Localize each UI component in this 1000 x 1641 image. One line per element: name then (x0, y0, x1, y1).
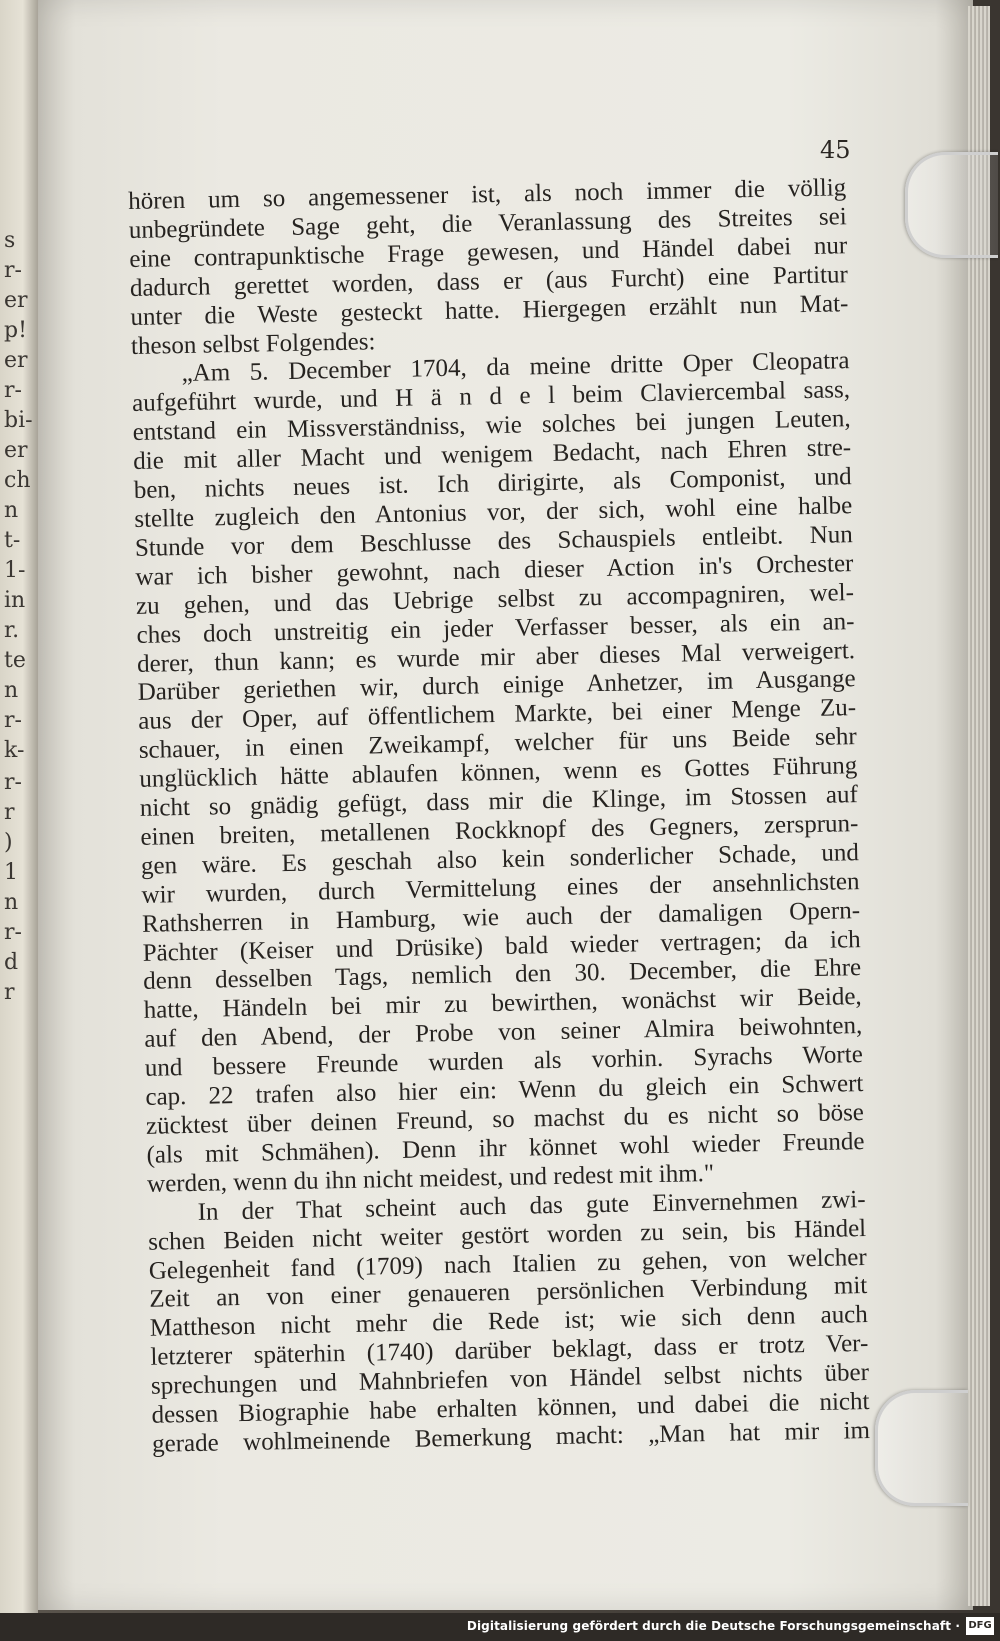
paragraph-start-line: In der That scheint auch das gute Einvernehmen zwi- (197, 1185, 866, 1226)
text-line: ches doch unstreitig ein jeder Verfasser besser, als ein an- (136, 607, 855, 649)
text-line: aus der Oper, auf öffentlichem Markte, bei einer Menge Zu- (137, 694, 857, 736)
text-line: ben, nichts neues ist. Ich dirigirte, als Componist, und (133, 463, 852, 505)
text-line: dessen Biographie habe erhalten können, und dabei die nicht (151, 1388, 870, 1429)
text-line: schauer, in einen Zweikampf, welcher für uns Beide sehr (138, 723, 857, 765)
text-line: war ich bisher gewohnt, nach dieser Action in's Orchester (135, 549, 854, 591)
text-line: (als mit Schmähen). Denn ihr könnet wohl wieder Freunde (146, 1127, 865, 1169)
text-line: hören um so angemessener ist, als noch immer die völlig (128, 174, 847, 215)
left-page-fragment: 1- (4, 558, 26, 583)
page-clip-top (905, 152, 998, 258)
text-line: Gelegenheit fand (1709) nach Italien zu gehen, von welcher (148, 1243, 867, 1285)
text-line: einen breiten, metallenen Rockknopf des Gegners, zersprun- (140, 810, 859, 851)
text-line: Zeit an von einer genaueren persönlichen Verbindung mit (149, 1272, 868, 1314)
left-page-fragment: r- (4, 770, 22, 795)
left-page-fragment: er (4, 438, 28, 463)
text-line: entstand ein Missverständniss, wie solches bei jungen Leuten, (132, 405, 851, 447)
text-line: schen Beiden nicht weiter gestört worden zu sein, bis Händel (147, 1214, 867, 1256)
text-line: Rathsherren in Hamburg, wie auch der damaligen Opern- (141, 896, 861, 938)
text-line: unglücklich hätte ablaufen können, wenn es Gottes Führung (139, 752, 858, 794)
left-page-fragment: n (4, 678, 19, 703)
text-line: und bessere Freunde wurden als vorhin. Syrachs Worte (144, 1041, 864, 1083)
text-line: denn desselben Tags, nemlich den 30. December, die Ehre (142, 954, 862, 996)
text-line: zu gehen, und das Uebrige selbst zu accompagniren, wel- (135, 578, 855, 620)
left-page-fragment: in (4, 588, 26, 613)
text-line: zücktest über deinen Freund, so machst du es nicht so böse (145, 1099, 865, 1140)
left-page-fragment: n (4, 498, 19, 523)
left-page-fragment: k- (4, 738, 25, 763)
text-line: gen wäre. Es geschah also kein sonderlicher Schade, und (140, 838, 860, 880)
left-page-fragment: ) (4, 830, 13, 855)
text-line: sprechungen und Mahnbriefen von Händel selbst nichts über (150, 1359, 870, 1400)
text-line: aufgeführt wurde, und H ä n d e l beim Claviercembal sass, (131, 376, 851, 418)
dfg-logo-icon: DFG (966, 1617, 994, 1635)
page-number: 45 (820, 136, 851, 164)
left-page-fragment: r- (4, 708, 22, 733)
digitization-footer (0, 1613, 1000, 1641)
text-line: gerade wohlmeinende Bemerkung macht: „Man hat mir im (151, 1416, 871, 1458)
funding-credit: Digitalisierung gefördert durch die Deutsche Forschungsgemeinschaft · (466, 1619, 960, 1633)
left-page-fragment: d (4, 950, 19, 975)
text-line: derer, thun kann; es wurde mir aber dieses Mal verweigert. (136, 636, 856, 678)
quote-start-line: „Am 5. December 1704, da meine dritte Oper Cleopatra (181, 347, 850, 388)
left-page-fragment: te (4, 648, 26, 673)
text-line: cap. 22 trafen also hier ein: Wenn du gleich ein Schwert (145, 1070, 864, 1111)
text-line: dadurch gerettet worden, dass er (aus Furcht) eine Partitur (129, 260, 849, 302)
text-line: Darüber geriethen wir, durch einige Anhetzer, im Ausgange (137, 665, 856, 707)
page-clip-bottom (875, 1390, 968, 1506)
text-line: nicht so gnädig gefügt, dass mir die Klinge, im Stossen auf (139, 781, 859, 822)
text-line: auf den Abend, der Probe von seiner Almira beiwohnten, (144, 1012, 863, 1054)
left-page-fragment: t- (4, 528, 21, 553)
text-line: unbegründete Sage geht, die Veranlassung des Streites sei (128, 203, 847, 244)
quote-end-line: werden, wenn du ihn nicht meidest, und redest mit ihm." (146, 1159, 715, 1198)
left-page-fragment: r- (4, 378, 22, 403)
body-text (128, 174, 870, 1459)
left-page-fragment: r- (4, 920, 22, 945)
left-page-fragment: r (4, 800, 15, 825)
left-page-fragment: bi- (4, 408, 33, 433)
left-page-fragment: r (4, 980, 15, 1005)
text-line: hatte, Händeln bei mir zu bewirthen, wonächst wir Beide, (143, 983, 862, 1025)
left-page-fragment: er (4, 288, 28, 313)
left-page-fragment: r. (4, 618, 20, 643)
left-page-fragment: p! (4, 318, 27, 343)
text-line: unter die Weste gesteckt hatte. Hiergegen erzählt nun Mat- (130, 289, 849, 331)
text-line: wir wurden, durch Vermittelung eines der ansehnlichsten (141, 867, 860, 909)
left-page-fragment: n (4, 890, 19, 915)
left-page-fragment: ch (4, 468, 31, 493)
text-line: Stunde vor dem Beschlusse des Schauspiels entleibt. Nun (134, 521, 854, 562)
text-line: stellte zugleich den Antonius vor, der sich, wohl eine halbe (134, 492, 853, 533)
text-line: eine contrapunktische Frage gewesen, und Händel dabei nur (129, 232, 848, 273)
left-page-edge (0, 0, 38, 1641)
text-line: letzterer späterhin (1740) darüber beklagt, dass er trotz Ver- (150, 1330, 869, 1372)
left-page-fragment: 1 (4, 860, 18, 885)
text-line: theson selbst Folgendes: (130, 327, 376, 360)
left-page-fragment: er (4, 348, 28, 373)
text-line: Pächter (Keiser und Drüsike) bald wieder vertragen; da ich (142, 925, 861, 967)
left-page-fragment: s (4, 228, 16, 253)
text-line: Mattheson nicht mehr die Rede ist; wie sich denn auch (149, 1301, 869, 1343)
text-line: die mit aller Macht und wenigem Bedacht, nach Ehren stre- (132, 434, 852, 476)
left-page-fragment: r- (4, 258, 22, 283)
